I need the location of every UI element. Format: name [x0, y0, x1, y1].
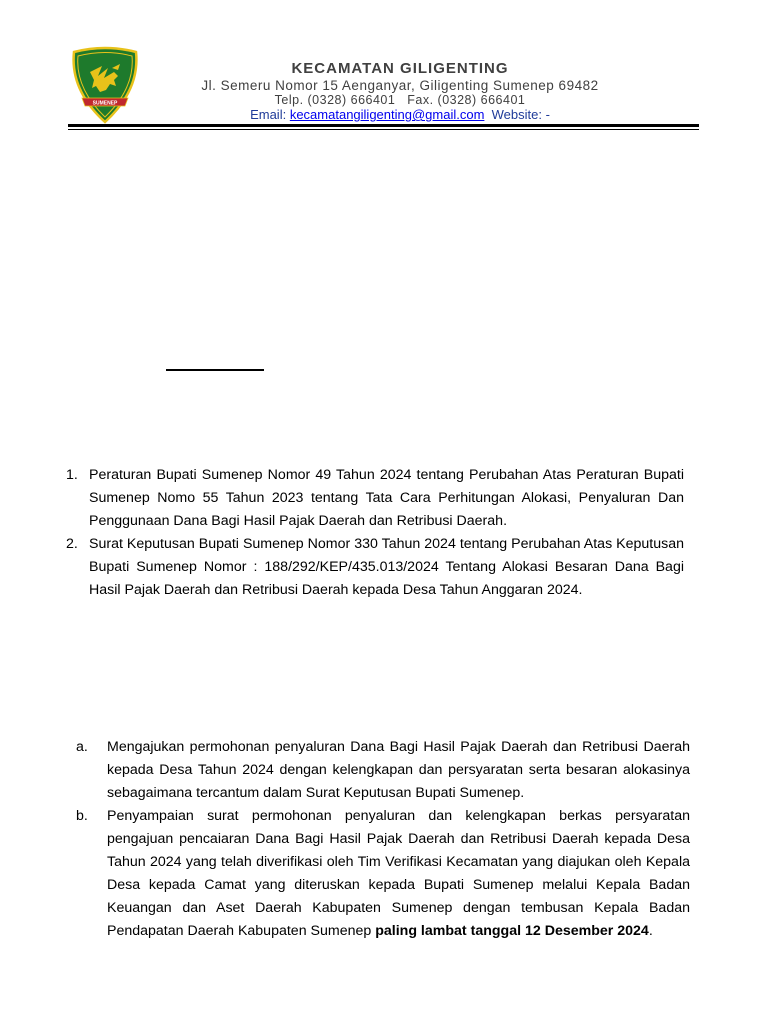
list-marker: 1.	[66, 467, 78, 483]
organization-name: KECAMATAN GILIGENTING	[291, 60, 509, 77]
list-item	[66, 533, 684, 602]
instruction-list	[76, 736, 690, 943]
sentence-end: .	[648, 923, 653, 939]
email-link[interactable]: kecamatangiligenting@gmail.com	[289, 107, 485, 122]
phone-fax: Telp. (0328) 666401 Fax. (0328) 666401	[274, 93, 526, 107]
list-item	[76, 805, 690, 943]
reference-list	[66, 464, 684, 602]
list-item-text: Mengajukan permohonan penyaluran Dana Bagi Hasil Pajak Daerah dan Retribusi Daerah kepada Desa Tahun 2024 dengan kelengkapan dan persyaratan serta besaran alokasinya sebagaimana tercantum dalam Surat Keputusan Bupati Sumenep.	[107, 739, 690, 801]
header-divider-thick	[68, 124, 699, 127]
list-item-text	[107, 805, 690, 943]
list-marker: b.	[76, 808, 88, 824]
list-item-text: Surat Keputusan Bupati Sumenep Nomor 330 Tahun 2024 tentang Perubahan Atas Keputusan Bupati Sumenep Nomor : 188/292/KEP/435.013/2024 Tentang Alokasi Besaran Dana Bagi Hasil Pajak Daerah dan Retribusi Daerah kepada Desa Tahun Anggaran 2024.	[89, 536, 684, 598]
contact-line	[150, 107, 650, 123]
letterhead	[0, 0, 768, 132]
signature-underline	[166, 369, 264, 371]
website-label: Website: -	[491, 107, 550, 122]
deadline-text: paling lambat tanggal 12 Desember 2024	[375, 923, 649, 939]
header-divider-thin	[68, 129, 699, 130]
email-label: Email:	[250, 107, 287, 122]
list-item	[66, 464, 684, 533]
list-marker: a.	[76, 739, 88, 755]
organization-address: Jl. Semeru Nomor 15 Aenganyar, Giligenting Sumenep 69482	[201, 78, 599, 93]
pegasus-crest-icon	[68, 46, 142, 124]
logo-ribbon-text: SUMENEP	[92, 100, 118, 107]
list-item-text: Peraturan Bupati Sumenep Nomor 49 Tahun 2024 tentang Perubahan Atas Peraturan Bupati Sumenep Nomo 55 Tahun 2023 tentang Tata Cara Perhitungan Alokasi, Penyaluran Dan Penggunaan Dana Bagi Hasil Pajak Daerah dan Retribusi Daerah.	[89, 467, 684, 529]
letterhead-text	[150, 60, 650, 123]
list-item	[76, 736, 690, 805]
list-item-body: Penyampaian surat permohonan penyaluran dan kelengkapan berkas persyaratan pengajuan pencaiaran Dana Bagi Hasil Pajak Daerah dan Retribusi Daerah kepada Desa Tahun 2024 yang telah diverifikasi oleh Tim Verifikasi Kecamatan yang diajukan oleh Kepala Desa kepada Camat yang diteruskan kepada Bupati Sumenep melalui Kepala Badan Keuangan dan Aset Daerah Kabupaten Sumenep dengan tembusan Kepala Badan Pendapatan Daerah Kabupaten Sumenep	[107, 808, 690, 939]
list-marker: 2.	[66, 536, 78, 552]
